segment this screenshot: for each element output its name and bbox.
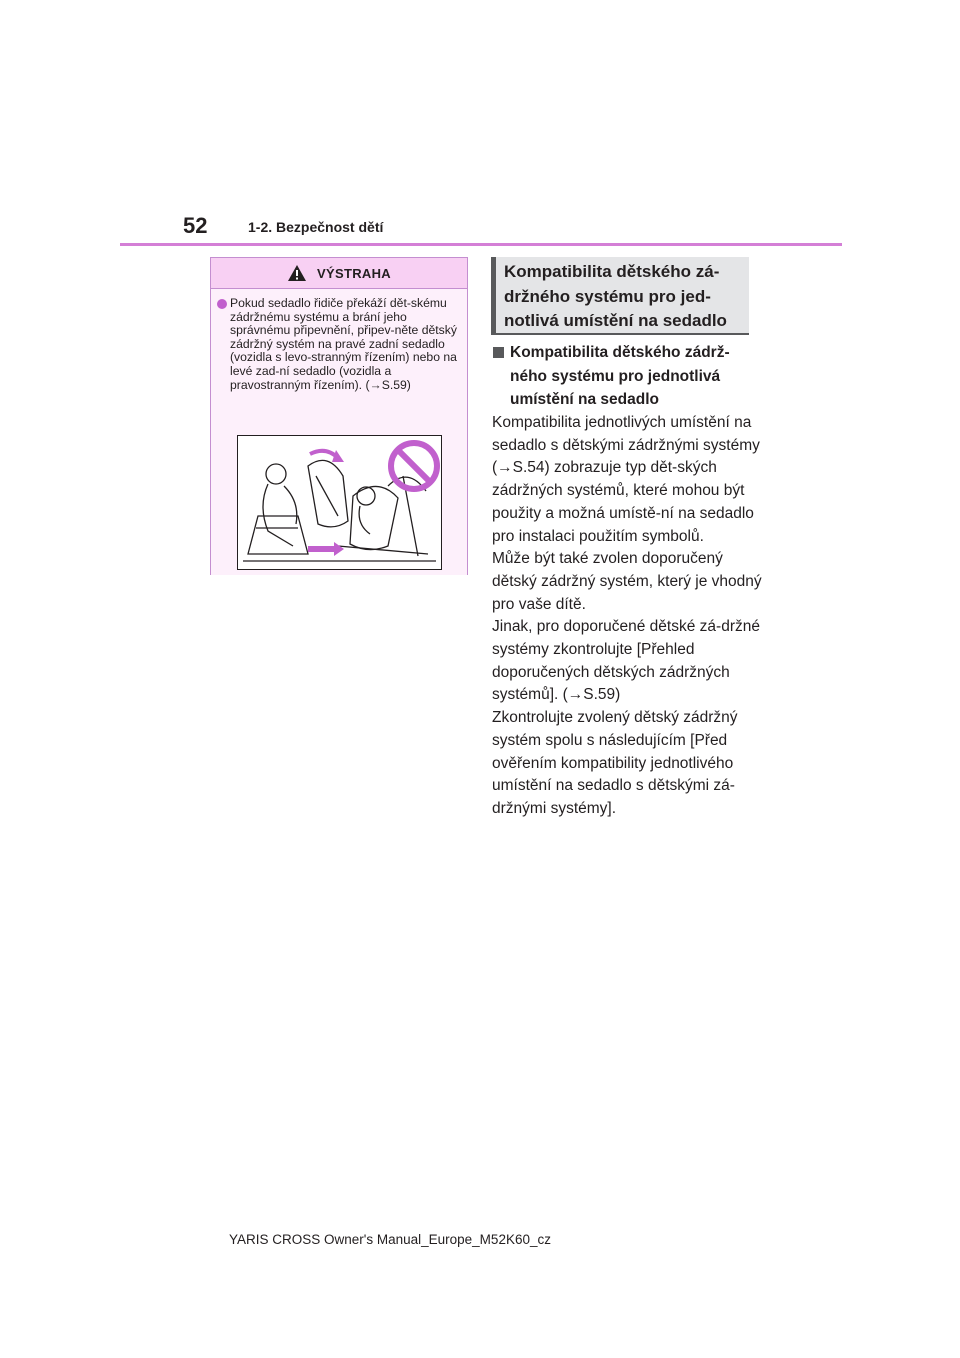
section-title: 1-2. Bezpečnost dětí <box>248 219 384 235</box>
header-divider <box>120 243 842 246</box>
footer <box>0 1231 960 1249</box>
warning-box <box>210 257 468 575</box>
subheading-text: Kompatibilita dětského zádrž-ného systému pro jednotlivá umístění na sedadlo <box>510 344 730 408</box>
bullet-dot-icon <box>217 299 227 309</box>
paragraph: Může být také zvolen doporučený dětský zádržný systém, který je vhodný pro vaše dítě. <box>492 550 762 613</box>
warning-triangle-icon <box>287 264 307 282</box>
warning-header <box>211 258 467 289</box>
warning-title: VÝSTRAHA <box>317 265 391 281</box>
warning-body <box>211 289 467 575</box>
page-number: 52 <box>183 213 208 238</box>
topic-title: Kompatibilita dětského zá-držného systému pro jed-notlivá umístění na sedadlo <box>504 262 727 331</box>
warning-text: Pokud sedadlo řidiče překáží dět-skému zádržnému systému a brání jeho správnému připevnění, připev-něte dětský zádržný systém na pravé zadní sedadlo (vozidla s levo-stranným řízením) nebo na levé zad-ní sedadlo (vozidla a pravostranným řízením). (→S.59) <box>230 296 457 392</box>
footer-text: YARIS CROSS Owner's Manual_Europe_M52K60_cz <box>229 1232 551 1247</box>
paragraph: Kompatibilita jednotlivých umístění na sedadlo s dětskými zádržnými systémy (→S.54) zobrazuje typ dět-ských zádržných systémů, které mohou být použity a možná umístě-ní na sedadlo pro instalaci použitím symbolů. <box>492 414 760 545</box>
paragraph: Jinak, pro doporučené dětské zá-držné systémy zkontrolujte [Přehled doporučených dětských zádržných systémů]. (→S.59) <box>492 618 760 704</box>
subheading <box>493 341 755 412</box>
warning-illustration <box>237 435 442 570</box>
paragraph: Zkontrolujte zvolený dětský zádržný systém spolu s následujícím [Před ověřením kompatibility jednotlivého umístění na sedadlo s dětskými zá-držnými systémy]. <box>492 709 738 817</box>
square-bullet-icon <box>493 347 504 358</box>
prohibition-icon <box>391 443 437 489</box>
body-text <box>492 412 762 821</box>
topic-header <box>491 257 749 335</box>
warning-item <box>217 297 463 392</box>
